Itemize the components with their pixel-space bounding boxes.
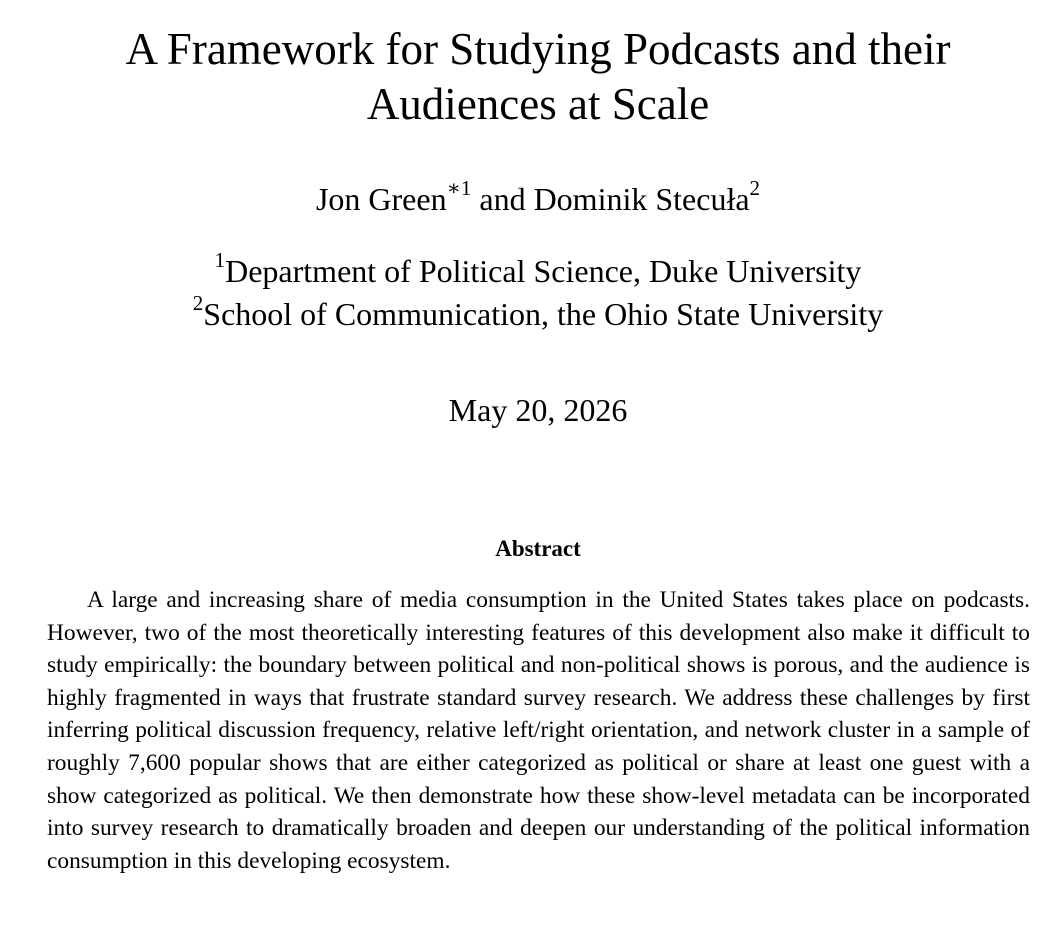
paper-title [0,22,1064,132]
author-1-footnote-marks: ∗1 [446,176,472,201]
abstract-heading: Abstract [495,536,581,561]
paper-title-line-2: Audiences at Scale [366,79,710,129]
author-list [0,178,1064,220]
affiliation-list [0,250,1064,336]
author-name-2: Dominik Stecuła [533,181,750,217]
author-connector: and [471,181,534,217]
affiliation-1-mark: 1 [214,248,226,273]
affiliation-1 [0,250,1064,293]
affiliation-2-mark: 2 [192,291,204,316]
paper-date: May 20, 2026 [448,392,628,428]
author-2-affiliation-mark: 2 [749,176,761,201]
affiliation-1-text: Department of Political Science, Duke University [225,253,862,289]
affiliation-2-text: School of Communication, the Ohio State University [203,296,884,332]
affiliation-2 [0,293,1064,336]
abstract-body: A large and increasing share of media consumption in the United States takes place on podcasts. However, two of the most theoretically interesting features of this development also make it difficult to study empirically: the boundary between political and non-political shows is porous, and the audience is highly fragmented in ways that frustrate standard survey research. We address these challenges by first inferring political discussion frequency, relative left/right orientation, and network cluster in a sample of roughly 7,600 popular shows that are either categorized as political or share at least one guest with a show categorized as political. We then demonstrate how these show-level metadata can be incorporated into survey research to dramatically broaden and deepen our understanding of the political information consumption in this developing ecosystem. [47,587,1030,874]
paper-title-line-1: A Framework for Studying Podcasts and their [125,24,951,74]
author-name-1: Jon Green [315,181,447,217]
